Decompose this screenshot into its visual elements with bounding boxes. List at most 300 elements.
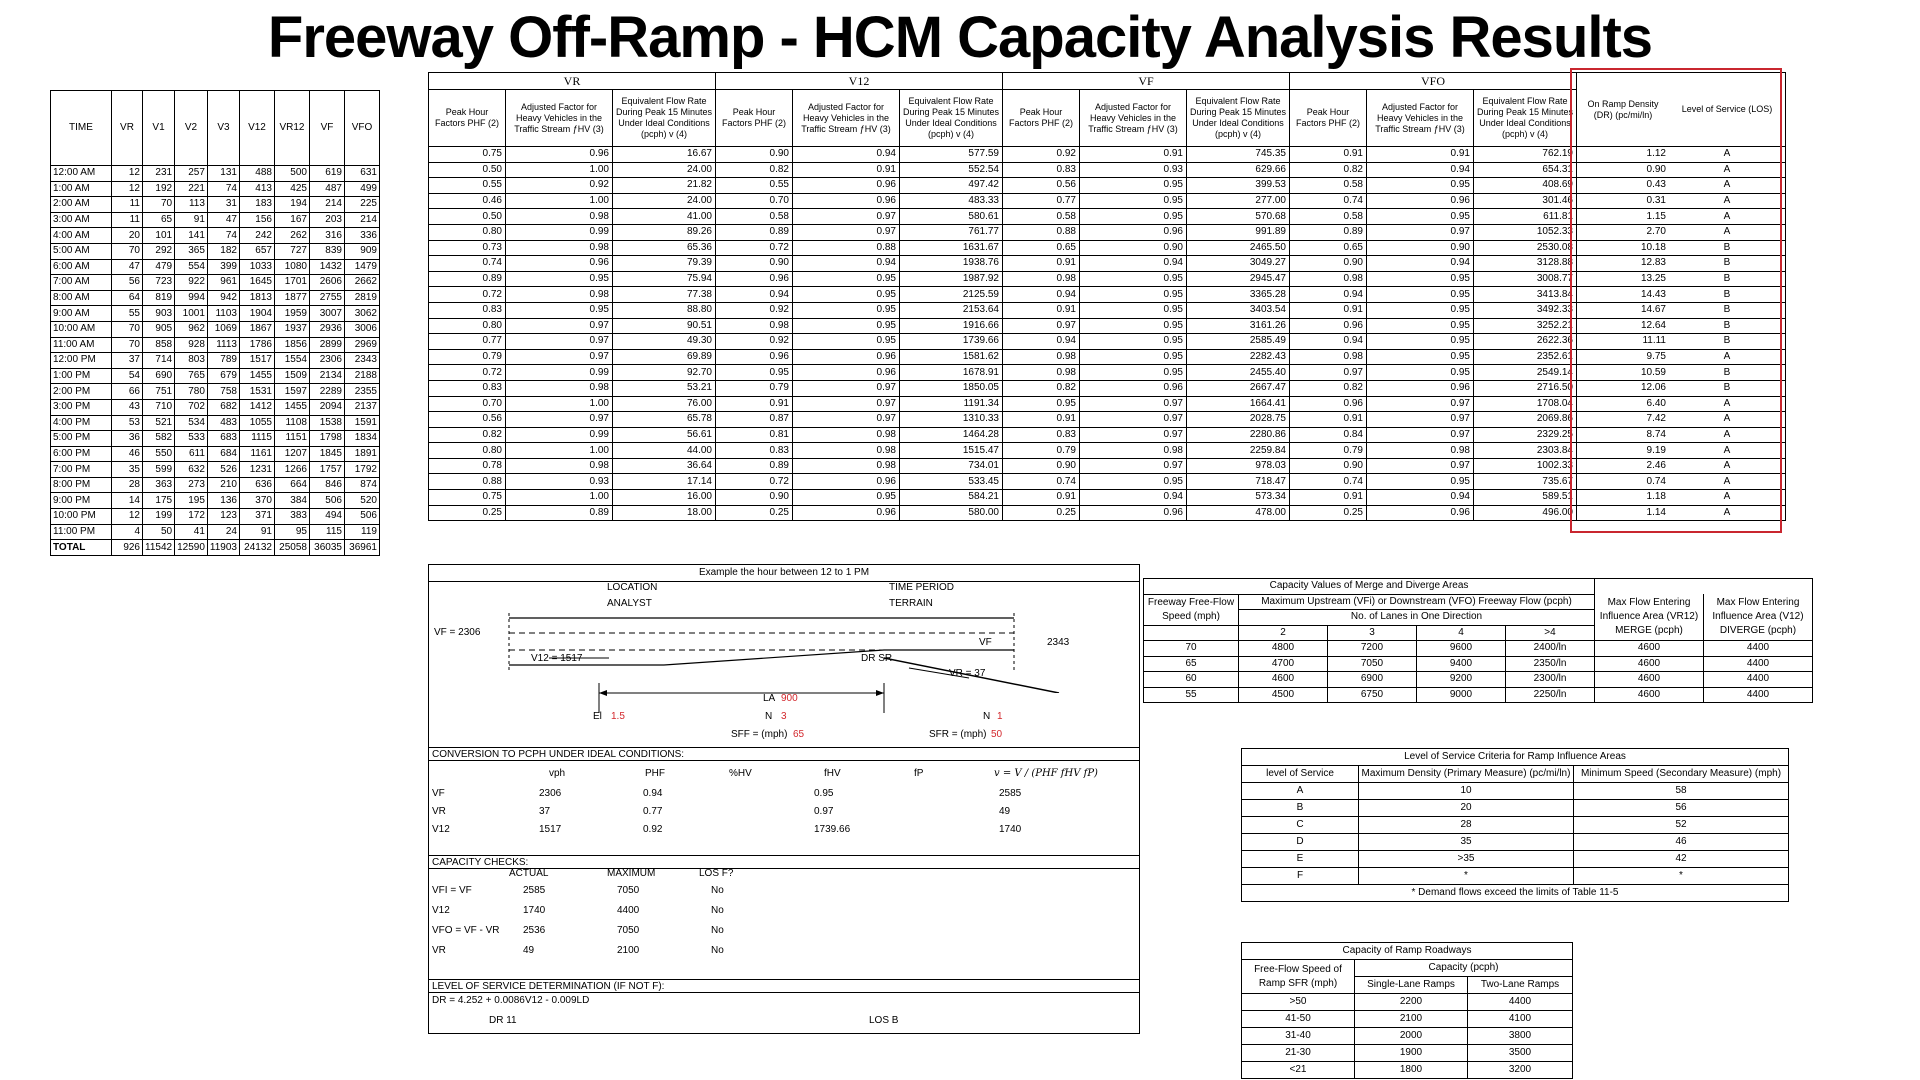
factor-cell: 18.00 bbox=[613, 505, 716, 521]
factor-cell: 580.61 bbox=[900, 209, 1003, 225]
factor-cell: 65.78 bbox=[613, 412, 716, 428]
volume-cell: 31 bbox=[207, 197, 239, 213]
capacity-cell: 2250/ln bbox=[1506, 687, 1595, 703]
factor-cell: 0.58 bbox=[716, 209, 793, 225]
factor-cell: 89.26 bbox=[613, 224, 716, 240]
volume-cell: 383 bbox=[274, 509, 309, 525]
volume-cell: 91 bbox=[239, 524, 274, 540]
volume-cell: 1904 bbox=[239, 306, 274, 322]
header-vfo: VFO bbox=[344, 91, 379, 166]
hour-row bbox=[51, 493, 380, 509]
factor-cell: 0.97 bbox=[1367, 224, 1474, 240]
total-cell: 36961 bbox=[344, 540, 379, 556]
factor-cell: 0.55 bbox=[429, 178, 506, 194]
time-cell: 4:00 AM bbox=[51, 228, 112, 244]
volume-cell: 37 bbox=[112, 353, 143, 369]
el-label: El bbox=[593, 711, 602, 722]
factor-cell: 496.00 bbox=[1474, 505, 1577, 521]
capacity-cell: 7050 bbox=[1328, 656, 1417, 672]
volume-cell: 533 bbox=[175, 431, 208, 447]
los-criteria-cell: 28 bbox=[1359, 817, 1574, 834]
sfr-label: SFR = (mph) bbox=[929, 729, 987, 740]
col-single-lane: Single-Lane Ramps bbox=[1355, 977, 1468, 994]
capacity-cell: 4500 bbox=[1239, 687, 1328, 703]
volume-cell: 2819 bbox=[344, 290, 379, 306]
los-criteria-cell: * bbox=[1359, 868, 1574, 885]
ramp-capacity-cell: 21-30 bbox=[1242, 1045, 1355, 1062]
ramp-capacity-cell: 2200 bbox=[1355, 994, 1468, 1011]
capacity-row bbox=[1144, 641, 1813, 657]
volume-cell: 14 bbox=[112, 493, 143, 509]
factor-cell: 0.96 bbox=[793, 365, 900, 381]
factor-cell: 3365.28 bbox=[1187, 287, 1290, 303]
volume-cell: 1786 bbox=[239, 337, 274, 353]
factor-cell: 0.55 bbox=[716, 178, 793, 194]
los-result: LOS B bbox=[869, 1015, 899, 1026]
los-criteria-cell: 58 bbox=[1574, 783, 1789, 800]
volume-cell: 1080 bbox=[274, 259, 309, 275]
factor-cell: 0.89 bbox=[1290, 224, 1367, 240]
factor-cell: 2945.47 bbox=[1187, 271, 1290, 287]
capacity-cell: 7200 bbox=[1328, 641, 1417, 657]
col-upstream: Maximum Upstream (VFi) or Downstream (VFO) Freeway Flow (pcph) bbox=[1239, 594, 1595, 610]
volume-cell: 710 bbox=[143, 399, 175, 415]
volume-cell: 214 bbox=[309, 197, 344, 213]
factor-cell: 483.33 bbox=[900, 193, 1003, 209]
factor-cell: 0.82 bbox=[1290, 380, 1367, 396]
factor-header: Peak Hour Factors PHF (2) bbox=[429, 90, 506, 147]
conv-col-vph: vph bbox=[549, 768, 566, 779]
factor-cell: 552.54 bbox=[900, 162, 1003, 178]
factor-cell: 0.96 bbox=[716, 349, 793, 365]
factor-cell: 0.90 bbox=[1367, 240, 1474, 256]
factor-cell: 0.25 bbox=[716, 505, 793, 521]
volume-cell: 194 bbox=[274, 197, 309, 213]
factor-cell: 0.96 bbox=[716, 271, 793, 287]
factor-cell: 1739.66 bbox=[900, 334, 1003, 350]
group-vfo: VFO bbox=[1290, 73, 1577, 90]
factor-cell: 0.50 bbox=[429, 162, 506, 178]
lane-header: 4 bbox=[1417, 625, 1506, 641]
factor-cell: 16.00 bbox=[613, 490, 716, 506]
factor-cell: 1708.04 bbox=[1474, 396, 1577, 412]
volume-cell: 53 bbox=[112, 415, 143, 431]
los-cell: B bbox=[1669, 240, 1786, 256]
volume-cell: 199 bbox=[143, 509, 175, 525]
factor-cell: 0.80 bbox=[429, 224, 506, 240]
factor-cell: 0.58 bbox=[1290, 209, 1367, 225]
lane-header: 3 bbox=[1328, 625, 1417, 641]
volume-cell: 24 bbox=[207, 524, 239, 540]
factor-cell: 0.89 bbox=[506, 505, 613, 521]
factor-cell: 0.91 bbox=[1003, 302, 1080, 318]
volume-cell: 123 bbox=[207, 509, 239, 525]
factor-cell: 0.95 bbox=[793, 490, 900, 506]
factor-cell: 0.97 bbox=[1367, 427, 1474, 443]
hour-row bbox=[51, 197, 380, 213]
factor-cell: 0.89 bbox=[716, 224, 793, 240]
time-cell: 6:00 AM bbox=[51, 259, 112, 275]
volume-cell: 46 bbox=[112, 446, 143, 462]
total-row bbox=[51, 540, 380, 556]
factor-cell: 0.95 bbox=[793, 271, 900, 287]
factor-cell: 0.83 bbox=[1003, 162, 1080, 178]
volume-cell: 554 bbox=[175, 259, 208, 275]
volume-cell: 2137 bbox=[344, 399, 379, 415]
capacity-cell: 60 bbox=[1144, 672, 1239, 688]
volume-cell: 384 bbox=[274, 493, 309, 509]
volume-cell: 54 bbox=[112, 368, 143, 384]
volume-cell: 550 bbox=[143, 446, 175, 462]
factor-cell: 629.66 bbox=[1187, 162, 1290, 178]
factor-cell: 301.46 bbox=[1474, 193, 1577, 209]
volume-cell: 1455 bbox=[239, 368, 274, 384]
factor-cell: 0.58 bbox=[1003, 209, 1080, 225]
factor-cell: 0.93 bbox=[1080, 162, 1187, 178]
hour-row bbox=[51, 337, 380, 353]
factor-cell: 0.97 bbox=[506, 349, 613, 365]
factor-cell: 3492.33 bbox=[1474, 302, 1577, 318]
factor-cell: 0.77 bbox=[429, 334, 506, 350]
factor-cell: 0.95 bbox=[1080, 474, 1187, 490]
volume-cell: 682 bbox=[207, 399, 239, 415]
factor-cell: 0.95 bbox=[1367, 318, 1474, 334]
dr-sr-label: DR SR bbox=[861, 653, 893, 664]
col-los: level of Service bbox=[1242, 766, 1359, 783]
volume-cell: 183 bbox=[239, 197, 274, 213]
volume-cell: 1103 bbox=[207, 306, 239, 322]
volume-cell: 1151 bbox=[274, 431, 309, 447]
volume-cell: 1834 bbox=[344, 431, 379, 447]
los-cell: B bbox=[1669, 256, 1786, 272]
factor-cell: 0.46 bbox=[429, 193, 506, 209]
factor-cell: 0.98 bbox=[506, 287, 613, 303]
factor-cell: 0.95 bbox=[1367, 271, 1474, 287]
factor-cell: 0.95 bbox=[793, 318, 900, 334]
factor-cell: 2455.40 bbox=[1187, 365, 1290, 381]
volume-cell: 846 bbox=[309, 477, 344, 493]
volume-cell: 858 bbox=[143, 337, 175, 353]
factor-cell: 0.91 bbox=[1080, 147, 1187, 163]
factor-cell: 991.89 bbox=[1187, 224, 1290, 240]
factor-cell: 0.95 bbox=[1080, 302, 1187, 318]
volume-cell: 273 bbox=[175, 477, 208, 493]
volume-cell: 1867 bbox=[239, 321, 274, 337]
los-cell: A bbox=[1669, 209, 1786, 225]
volume-cell: 70 bbox=[143, 197, 175, 213]
col-merge: Max Flow Entering Influence Area (VR12) MERGE (pcph) bbox=[1595, 594, 1704, 641]
factor-cell: 0.70 bbox=[716, 193, 793, 209]
factor-header: Equivalent Flow Rate During Peak 15 Minutes Under Ideal Conditions (pcph) v (4) bbox=[900, 90, 1003, 147]
factor-cell: 1515.47 bbox=[900, 443, 1003, 459]
los-cell: A bbox=[1669, 443, 1786, 459]
factor-cell: 77.38 bbox=[613, 287, 716, 303]
volume-cell: 684 bbox=[207, 446, 239, 462]
factor-cell: 0.90 bbox=[716, 256, 793, 272]
volume-cell: 1266 bbox=[274, 462, 309, 478]
volume-cell: 500 bbox=[274, 166, 309, 182]
factor-cell: 0.95 bbox=[506, 271, 613, 287]
factor-cell: 44.00 bbox=[613, 443, 716, 459]
hourly-volume-header-row bbox=[51, 91, 380, 166]
factor-cell: 761.77 bbox=[900, 224, 1003, 240]
volume-cell: 803 bbox=[175, 353, 208, 369]
capacity-cell: 6750 bbox=[1328, 687, 1417, 703]
factor-cell: 2530.08 bbox=[1474, 240, 1577, 256]
factor-cell: 0.95 bbox=[1367, 334, 1474, 350]
factor-cell: 0.72 bbox=[716, 474, 793, 490]
volume-cell: 526 bbox=[207, 462, 239, 478]
conv-v-cell: 49 bbox=[999, 806, 1011, 817]
cap-los-cell: No bbox=[711, 925, 724, 936]
group-vr: VR bbox=[429, 73, 716, 90]
density-cell: 14.43 bbox=[1577, 287, 1670, 303]
example-panel bbox=[428, 564, 1140, 1034]
factor-cell: 0.95 bbox=[1367, 302, 1474, 318]
conv-vph-cell: 37 bbox=[539, 806, 551, 817]
ramp-capacity-cell: 4100 bbox=[1468, 1011, 1573, 1028]
factor-cell: 0.94 bbox=[1003, 334, 1080, 350]
cap-actual-cell: 2536 bbox=[523, 925, 546, 936]
col-density: Maximum Density (Primary Measure) (pc/mi/ln) bbox=[1359, 766, 1574, 783]
volume-cell: 113 bbox=[175, 197, 208, 213]
los-cell: A bbox=[1669, 178, 1786, 194]
volume-cell: 55 bbox=[112, 306, 143, 322]
volume-cell: 905 bbox=[143, 321, 175, 337]
capacity-row bbox=[1144, 687, 1813, 703]
lanes-header-blank bbox=[1144, 625, 1239, 641]
factor-cell: 0.97 bbox=[1290, 365, 1367, 381]
factor-cell: 3413.84 bbox=[1474, 287, 1577, 303]
volume-cell: 1856 bbox=[274, 337, 309, 353]
factor-cell: 0.91 bbox=[1290, 302, 1367, 318]
factor-cell: 277.00 bbox=[1187, 193, 1290, 209]
volume-cell: 521 bbox=[143, 415, 175, 431]
los-highlight-box bbox=[1570, 68, 1782, 533]
volume-cell: 70 bbox=[112, 337, 143, 353]
volume-cell: 758 bbox=[207, 384, 239, 400]
ramp-capacity-cell: >50 bbox=[1242, 994, 1355, 1011]
factor-cell: 0.91 bbox=[793, 162, 900, 178]
factor-cell: 0.95 bbox=[1080, 349, 1187, 365]
time-cell: 4:00 PM bbox=[51, 415, 112, 431]
total-cell: 25058 bbox=[274, 540, 309, 556]
factor-cell: 0.88 bbox=[1003, 224, 1080, 240]
conv-col-fp: fP bbox=[914, 768, 924, 779]
factor-cell: 0.50 bbox=[429, 209, 506, 225]
volume-cell: 631 bbox=[344, 166, 379, 182]
density-cell: 8.74 bbox=[1577, 427, 1670, 443]
ramp-capacity-cell: 3500 bbox=[1468, 1045, 1573, 1062]
los-cell: A bbox=[1669, 162, 1786, 178]
hour-row bbox=[51, 166, 380, 182]
factor-cell: 2585.49 bbox=[1187, 334, 1290, 350]
cap-label-cell: VFI = VF bbox=[432, 885, 472, 896]
factor-cell: 0.98 bbox=[1003, 271, 1080, 287]
sff-label: SFF = (mph) bbox=[731, 729, 788, 740]
factor-cell: 3252.21 bbox=[1474, 318, 1577, 334]
volume-cell: 1845 bbox=[309, 446, 344, 462]
n-label-1: N bbox=[765, 711, 773, 722]
volume-cell: 363 bbox=[143, 477, 175, 493]
factor-cell: 0.94 bbox=[1080, 490, 1187, 506]
factor-cell: 408.69 bbox=[1474, 178, 1577, 194]
factor-cell: 0.95 bbox=[1080, 287, 1187, 303]
factor-cell: 0.96 bbox=[1080, 224, 1187, 240]
col-ramp-ffs: Free-Flow Speed of Ramp SFR (mph) bbox=[1242, 960, 1355, 994]
volume-cell: 909 bbox=[344, 243, 379, 259]
volume-cell: 1891 bbox=[344, 446, 379, 462]
factor-cell: 573.34 bbox=[1187, 490, 1290, 506]
factor-cell: 0.25 bbox=[429, 505, 506, 521]
density-cell: 6.40 bbox=[1577, 396, 1670, 412]
factor-cell: 24.00 bbox=[613, 193, 716, 209]
volume-cell: 819 bbox=[143, 290, 175, 306]
volume-cell: 2936 bbox=[309, 321, 344, 337]
factor-cell: 0.90 bbox=[1003, 458, 1080, 474]
volume-cell: 961 bbox=[207, 275, 239, 291]
volume-cell: 780 bbox=[175, 384, 208, 400]
volume-cell: 65 bbox=[143, 212, 175, 228]
factor-cell: 2549.14 bbox=[1474, 365, 1577, 381]
vf-left-label: VF = 2306 bbox=[434, 627, 481, 638]
factor-cell: 0.94 bbox=[1080, 256, 1187, 272]
example-header: Example the hour between 12 to 1 PM bbox=[429, 565, 1139, 582]
volume-cell: 702 bbox=[175, 399, 208, 415]
volume-cell: 727 bbox=[274, 243, 309, 259]
factor-cell: 2716.50 bbox=[1474, 380, 1577, 396]
factor-cell: 88.80 bbox=[613, 302, 716, 318]
los-cell: A bbox=[1669, 490, 1786, 506]
factor-cell: 0.95 bbox=[1080, 271, 1187, 287]
factor-cell: 79.39 bbox=[613, 256, 716, 272]
volume-cell: 1597 bbox=[274, 384, 309, 400]
los-cell: A bbox=[1669, 224, 1786, 240]
volume-cell: 371 bbox=[239, 509, 274, 525]
volume-cell: 1959 bbox=[274, 306, 309, 322]
volume-cell: 506 bbox=[309, 493, 344, 509]
los-criteria-cell: D bbox=[1242, 834, 1359, 851]
factor-cell: 2280.86 bbox=[1187, 427, 1290, 443]
capacity-cell: 4600 bbox=[1595, 641, 1704, 657]
factor-cell: 0.94 bbox=[716, 287, 793, 303]
density-cell: 11.11 bbox=[1577, 334, 1670, 350]
factor-cell: 0.95 bbox=[1367, 365, 1474, 381]
volume-cell: 679 bbox=[207, 368, 239, 384]
volume-cell: 257 bbox=[175, 166, 208, 182]
density-cell: 12.64 bbox=[1577, 318, 1670, 334]
lane-header: 2 bbox=[1239, 625, 1328, 641]
los-criteria-cell: 42 bbox=[1574, 851, 1789, 868]
factor-cell: 53.21 bbox=[613, 380, 716, 396]
factor-cell: 0.95 bbox=[1080, 318, 1187, 334]
factor-cell: 0.92 bbox=[716, 302, 793, 318]
conv-col-phf: PHF bbox=[645, 768, 665, 779]
time-cell: 5:00 PM bbox=[51, 431, 112, 447]
time-cell: 11:00 PM bbox=[51, 524, 112, 540]
volume-cell: 664 bbox=[274, 477, 309, 493]
volume-cell: 141 bbox=[175, 228, 208, 244]
volume-cell: 1113 bbox=[207, 337, 239, 353]
volume-cell: 3062 bbox=[344, 306, 379, 322]
ramp-capacity-row bbox=[1242, 994, 1573, 1011]
volume-cell: 56 bbox=[112, 275, 143, 291]
factor-cell: 0.97 bbox=[1080, 412, 1187, 428]
density-header: On Ramp Density (DR) (pc/mi/ln) bbox=[1577, 73, 1670, 147]
time-cell: 2:00 AM bbox=[51, 197, 112, 213]
time-cell: 9:00 AM bbox=[51, 306, 112, 322]
los-criteria-title: Level of Service Criteria for Ramp Influence Areas bbox=[1242, 749, 1789, 766]
factor-cell: 0.75 bbox=[429, 147, 506, 163]
factor-cell: 90.51 bbox=[613, 318, 716, 334]
factor-cell: 0.98 bbox=[793, 427, 900, 443]
cap-actual-cell: 1740 bbox=[523, 905, 546, 916]
time-cell: 3:00 PM bbox=[51, 399, 112, 415]
capacity-cell: 4400 bbox=[1704, 641, 1813, 657]
factor-cell: 49.30 bbox=[613, 334, 716, 350]
density-cell: 10.18 bbox=[1577, 240, 1670, 256]
volume-cell: 336 bbox=[344, 228, 379, 244]
col-speed: Minimum Speed (Secondary Measure) (mph) bbox=[1574, 766, 1789, 783]
volume-cell: 494 bbox=[309, 509, 344, 525]
volume-cell: 225 bbox=[344, 197, 379, 213]
volume-cell: 2188 bbox=[344, 368, 379, 384]
volume-cell: 1645 bbox=[239, 275, 274, 291]
v12-label: V12 = 1517 bbox=[531, 653, 583, 664]
factor-cell: 0.90 bbox=[716, 147, 793, 163]
factor-cell: 0.97 bbox=[793, 396, 900, 412]
volume-cell: 1531 bbox=[239, 384, 274, 400]
ramp-capacity-row bbox=[1242, 1045, 1573, 1062]
volume-cell: 520 bbox=[344, 493, 379, 509]
volume-cell: 2662 bbox=[344, 275, 379, 291]
los-criteria-cell: 20 bbox=[1359, 800, 1574, 817]
capacity-row bbox=[1144, 656, 1813, 672]
location-label: LOCATION bbox=[607, 582, 658, 593]
col-diverge: Max Flow Entering Influence Area (V12) DIVERGE (pcph) bbox=[1704, 594, 1813, 641]
los-criteria-cell: 56 bbox=[1574, 800, 1789, 817]
los-cell: A bbox=[1669, 458, 1786, 474]
hour-row bbox=[51, 415, 380, 431]
factor-cell: 21.82 bbox=[613, 178, 716, 194]
time-cell: 8:00 PM bbox=[51, 477, 112, 493]
volume-cell: 657 bbox=[239, 243, 274, 259]
group-v12: V12 bbox=[716, 73, 1003, 90]
factor-cell: 0.72 bbox=[429, 365, 506, 381]
vr-label: VR = 37 bbox=[949, 668, 986, 679]
volume-cell: 41 bbox=[175, 524, 208, 540]
hour-row bbox=[51, 290, 380, 306]
group-vf: VF bbox=[1003, 73, 1290, 90]
capacity-cell: 4400 bbox=[1704, 687, 1813, 703]
volume-cell: 2899 bbox=[309, 337, 344, 353]
factor-cell: 0.96 bbox=[1367, 193, 1474, 209]
factor-cell: 1.00 bbox=[506, 490, 613, 506]
time-cell: 8:00 AM bbox=[51, 290, 112, 306]
los-cell: B bbox=[1669, 302, 1786, 318]
los-criteria-cell: B bbox=[1242, 800, 1359, 817]
factor-cell: 0.98 bbox=[506, 240, 613, 256]
volume-cell: 488 bbox=[239, 166, 274, 182]
capacity-cell: 6900 bbox=[1328, 672, 1417, 688]
capacity-cell: 4700 bbox=[1239, 656, 1328, 672]
volume-cell: 1001 bbox=[175, 306, 208, 322]
cap-actual-cell: 49 bbox=[523, 945, 535, 956]
factor-cell: 0.80 bbox=[429, 318, 506, 334]
factor-cell: 2153.64 bbox=[900, 302, 1003, 318]
capacity-values-title: Capacity Values of Merge and Diverge Areas bbox=[1144, 579, 1595, 595]
col-lanes: No. of Lanes in One Direction bbox=[1239, 610, 1595, 626]
